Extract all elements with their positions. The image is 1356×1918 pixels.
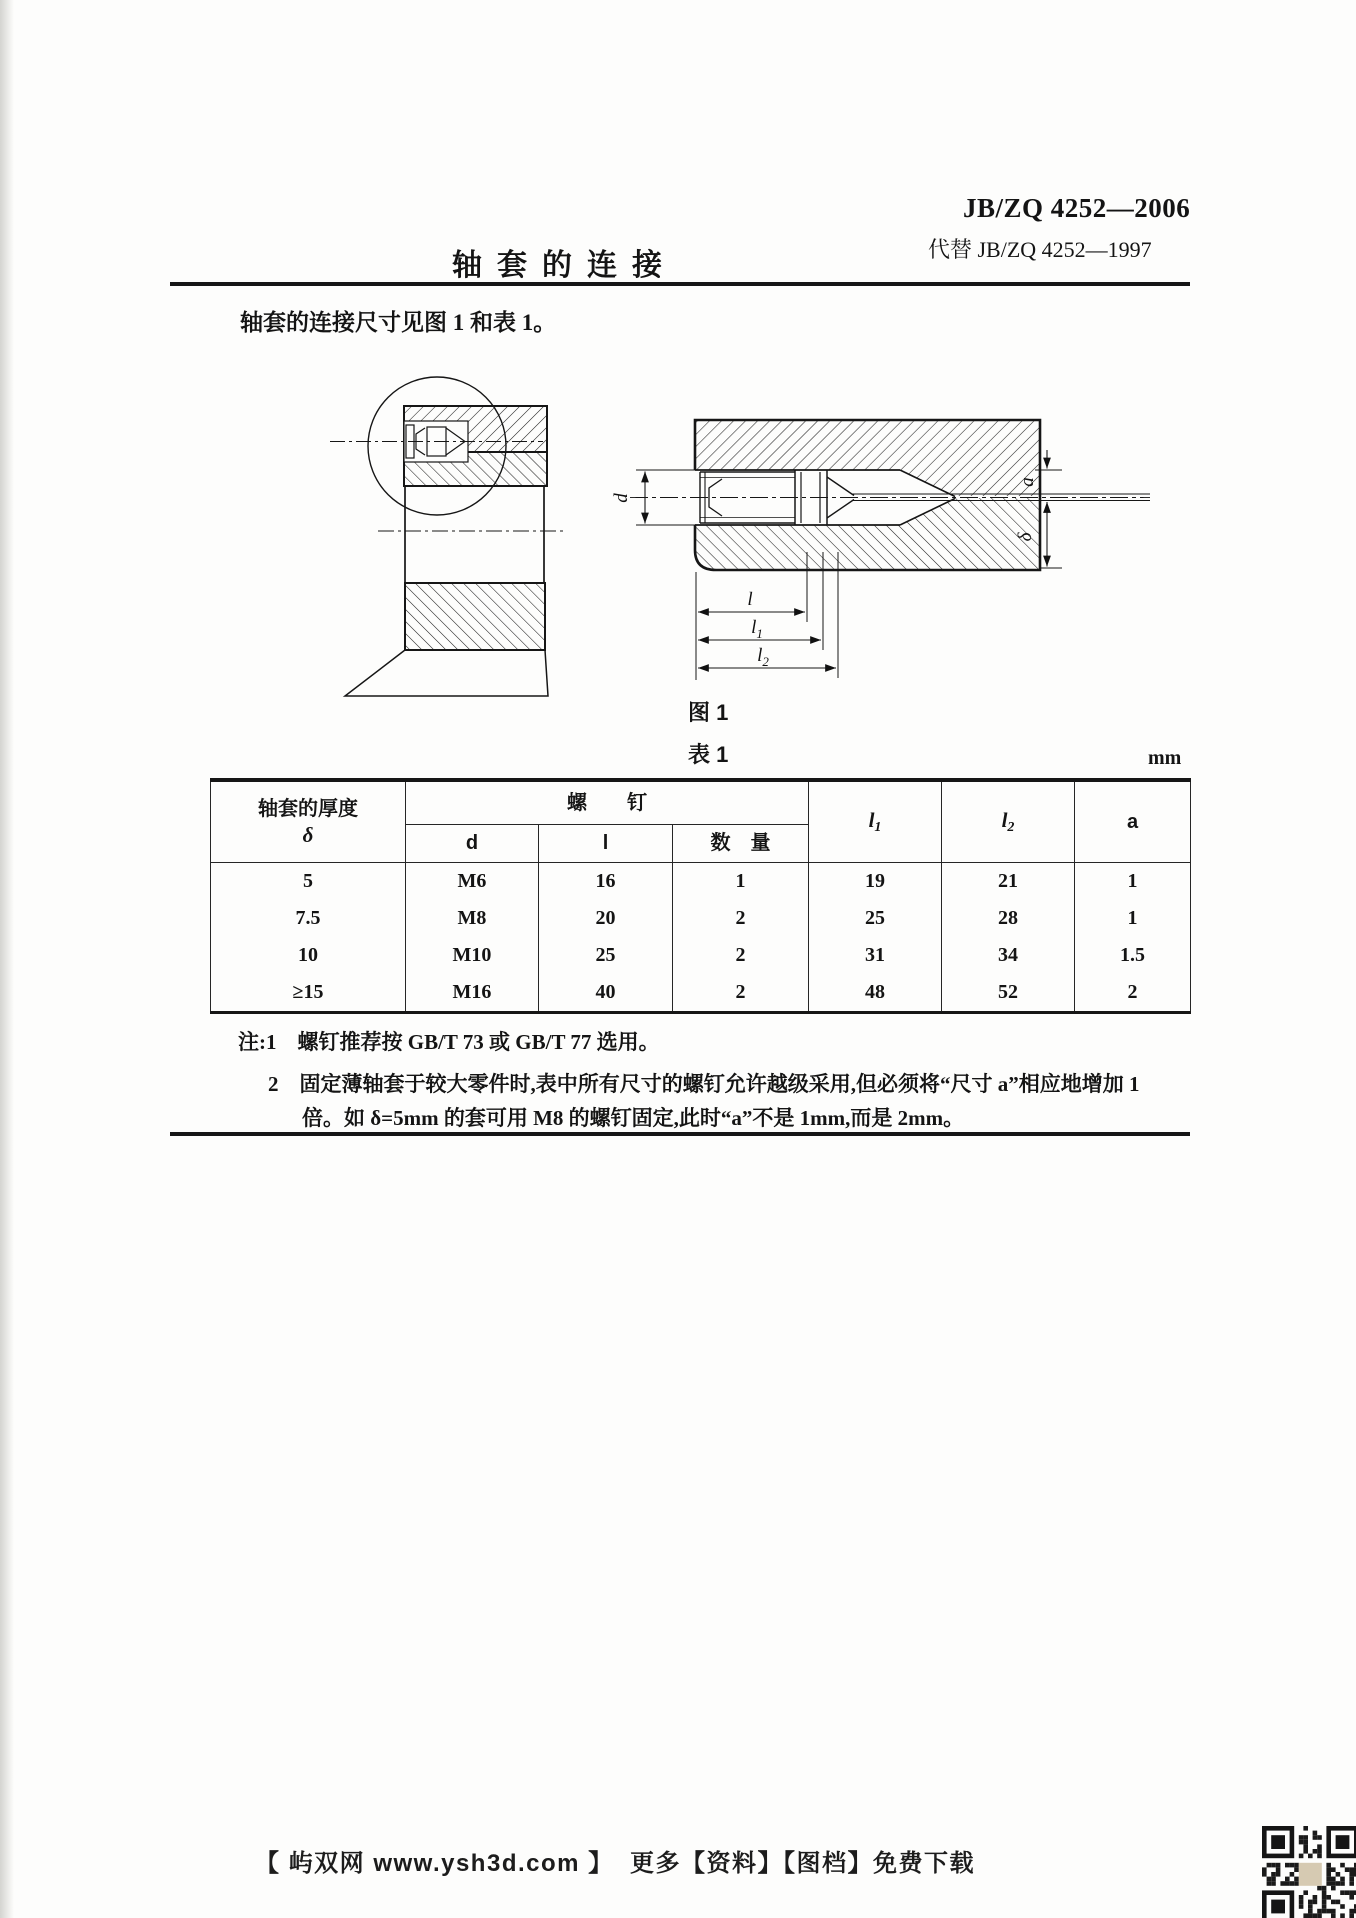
thickness-symbol: δ (302, 823, 314, 847)
col-header-l2: $l_2$ (942, 780, 1075, 863)
table-cell: 2 (673, 937, 809, 974)
col-header-l: l (539, 825, 673, 863)
dim-label-delta: δ (1015, 532, 1036, 542)
table-cell: 34 (942, 937, 1075, 974)
table-cell: M10 (406, 937, 539, 974)
table-cell: 25 (539, 937, 673, 974)
table-cell: 16 (539, 863, 673, 901)
table-cell: 48 (809, 974, 942, 1013)
dimensions-table (210, 778, 1191, 1014)
table-cell: 1 (1075, 900, 1191, 937)
table-cell: 10 (211, 937, 406, 974)
qr-code (1262, 1826, 1356, 1918)
figure-right-view (630, 420, 1150, 570)
standard-number: JB/ZQ 4252—2006 (963, 193, 1191, 223)
col-header-thickness (211, 780, 406, 863)
qr-code-pattern (1262, 1826, 1356, 1918)
col-header-screw-group: 螺 钉 (406, 780, 809, 825)
figure-caption: 图 1 (688, 700, 729, 725)
note-2-line-2: 倍。如 δ=5mm 的套可用 M8 的螺钉固定,此时“a”不是 1mm,而是 2mm。 (302, 1106, 965, 1130)
table-row (211, 937, 1191, 974)
table-cell: 5 (211, 863, 406, 901)
table-cell: 2 (1075, 974, 1191, 1013)
dim-label-l2: $l_2$ (757, 645, 769, 669)
table-cell: 2 (673, 974, 809, 1013)
table-row (211, 900, 1191, 937)
table-cell: 31 (809, 937, 942, 974)
table-cell: 52 (942, 974, 1075, 1013)
table-cell: 21 (942, 863, 1075, 901)
table-cell: 1 (1075, 863, 1191, 901)
bottom-divider (170, 1132, 1190, 1136)
unit-label: mm (1148, 747, 1182, 769)
note-2-line-1: 2 固定薄轴套于较大零件时,表中所有尺寸的螺钉允许越级采用,但必须将“尺寸 a”相应地增加 1 (268, 1072, 1140, 1096)
table-row (211, 863, 1191, 901)
table-cell: M16 (406, 974, 539, 1013)
table-cell: M8 (406, 900, 539, 937)
thickness-label: 轴套的厚度 (258, 798, 358, 820)
table-cell: 28 (942, 900, 1075, 937)
page-title: 轴套的连接 (452, 249, 677, 282)
dim-label-d: d (611, 493, 632, 503)
footer-text: 【 屿双网 www.ysh3d.com 】 更多【资料】【图档】免费下载 (255, 1850, 975, 1877)
dim-label-l: l (747, 589, 753, 610)
table-cell: ≥15 (211, 974, 406, 1013)
figure-1-drawing (280, 330, 1200, 710)
table-cell: 40 (539, 974, 673, 1013)
col-header-qty: 数 量 (673, 825, 809, 863)
intro-text: 轴套的连接尺寸见图 1 和表 1。 (240, 310, 557, 335)
table-cell: M6 (406, 863, 539, 901)
table-cell: 19 (809, 863, 942, 901)
col-header-a: a (1075, 780, 1191, 863)
col-header-d: d (406, 825, 539, 863)
dim-label-a: a (1017, 477, 1038, 487)
table-cell: 1.5 (1075, 937, 1191, 974)
table-cell: 25 (809, 900, 942, 937)
table-row (211, 974, 1191, 1013)
figure-left-view (330, 377, 566, 696)
table-cell: 2 (673, 900, 809, 937)
dim-label-l1: $l_1$ (751, 617, 763, 641)
header-divider (170, 282, 1190, 286)
table-cell: 20 (539, 900, 673, 937)
table-cell: 1 (673, 863, 809, 901)
note-1: 注:1 螺钉推荐按 GB/T 73 或 GB/T 77 选用。 (238, 1030, 660, 1054)
table-caption: 表 1 (688, 742, 729, 767)
col-header-l1: $l_1$ (809, 780, 942, 863)
table-cell: 7.5 (211, 900, 406, 937)
superseded-standard: 代替 JB/ZQ 4252—1997 (928, 237, 1152, 262)
